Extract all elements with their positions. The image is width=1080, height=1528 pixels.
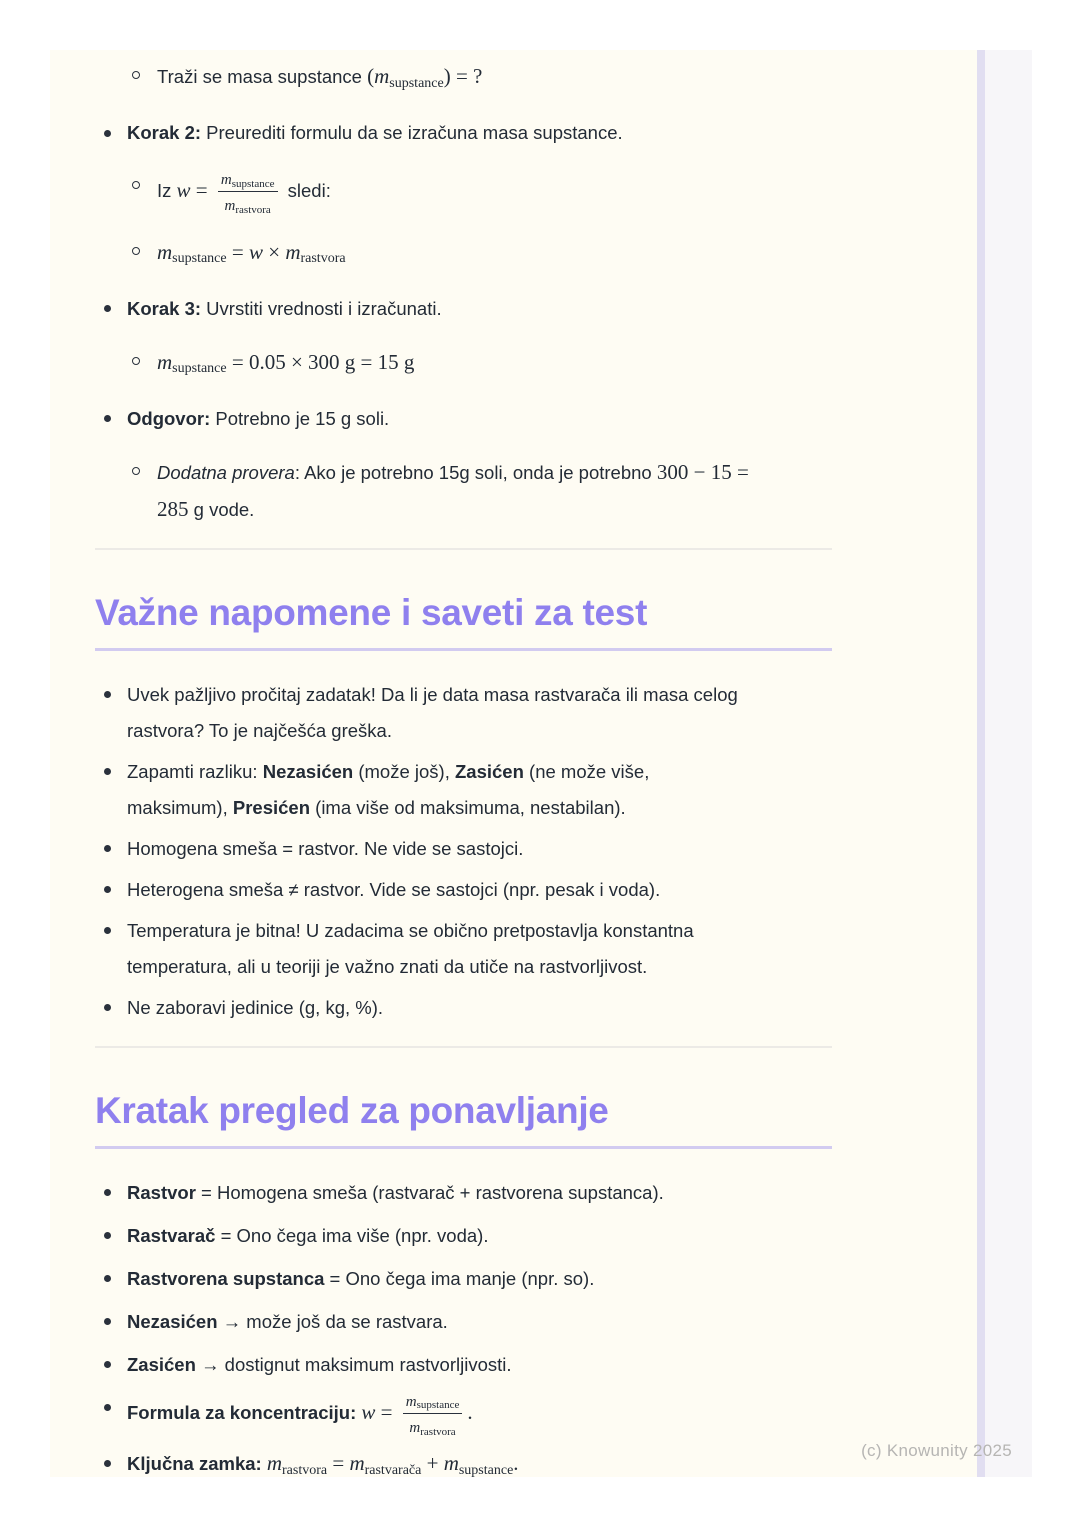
heading-underline — [95, 648, 832, 651]
text-run: rastvora — [420, 1425, 456, 1438]
text-run: w — [248, 239, 263, 264]
section-divider — [95, 548, 832, 550]
text-run: . — [513, 1451, 519, 1475]
text-run: (ima više od maksimuma, nestabilan). — [310, 796, 626, 818]
text-run: Zasićen — [127, 1353, 196, 1375]
text-run: (može još), — [353, 760, 455, 782]
bullet-list — [95, 677, 832, 1026]
text-run: ( — [367, 64, 375, 88]
list-item — [95, 1445, 832, 1485]
text-run: → može još da se rastvara. — [217, 1310, 448, 1332]
text-run: supstance — [231, 177, 275, 190]
text-run: . — [467, 1399, 473, 1424]
text-run: rastvora — [235, 204, 271, 216]
text-run: Uvrstiti vrednosti i izračunati. — [201, 297, 442, 319]
text-run: m — [409, 1419, 421, 1436]
text-run: supstance — [389, 75, 444, 91]
text-run: rastvora — [282, 1462, 328, 1478]
text-run: ) = ? — [443, 64, 483, 88]
list-item — [95, 1175, 832, 1211]
bullet-list — [95, 58, 832, 528]
text-run: rastvora — [300, 251, 346, 267]
heading-kratak-pregled: Kratak pregled za ponavljanje — [95, 1089, 609, 1131]
text-run: Odgovor: — [127, 407, 211, 429]
text-run: Nezasićen — [262, 760, 354, 782]
text-run: Korak 2: — [127, 122, 202, 143]
list-item — [125, 344, 832, 384]
section-divider — [95, 1046, 832, 1048]
text-run: w — [361, 1399, 376, 1424]
text-run: g vode. — [188, 498, 255, 520]
text-run: m — [285, 239, 301, 264]
list-item — [95, 1304, 832, 1340]
fraction — [218, 167, 278, 216]
list-item — [95, 913, 832, 985]
text-run: = Ono čega ima više (npr. voda). — [215, 1224, 489, 1246]
text-run: (ne može više, — [523, 760, 650, 782]
list-item — [95, 401, 832, 437]
text-run: Zasićen — [455, 760, 524, 782]
text-run: supstance — [458, 1462, 514, 1478]
list-item — [125, 454, 832, 528]
text-run: Rastvarač — [127, 1224, 216, 1246]
page-edge-strip — [977, 50, 985, 1477]
text-run: 285 — [157, 496, 189, 521]
text-run: Ključna zamka: — [127, 1453, 262, 1474]
fraction — [403, 1389, 463, 1438]
text-run: = Ono čega ima manje (npr. so). — [324, 1267, 595, 1289]
text-run: Preurediti formulu da se izračuna masa supstance. — [201, 122, 623, 143]
text-run: = Homogena smeša (rastvarač + rastvorena supstanca). — [195, 1181, 664, 1203]
list-item — [95, 1347, 832, 1383]
text-run: Formula za koncentraciju: — [127, 1401, 357, 1423]
copyright-watermark: (c) Knowunity 2025 — [861, 1441, 1012, 1460]
text-run: Dodatna provera — [157, 461, 295, 483]
text-run: Uvek pažljivo pročitaj zadatak! Da li je data masa rastvarača ili masa celog — [127, 683, 738, 705]
text-run: m — [443, 1451, 459, 1475]
list-item — [95, 754, 832, 826]
list-item — [95, 872, 832, 908]
text-run: m — [220, 172, 232, 188]
text-run: supstance — [172, 251, 227, 267]
text-run: Potrebno je 15 g soli. — [210, 407, 390, 429]
text-run: supstance — [172, 361, 227, 377]
text-run: m — [224, 198, 236, 215]
text-run: = — [226, 239, 249, 264]
text-run: Korak 3: — [127, 297, 202, 319]
text-run: m — [266, 1451, 282, 1475]
list-item — [95, 990, 832, 1026]
text-run: Nezasićen — [127, 1310, 218, 1332]
text-run: 300 − 15 = — [656, 459, 749, 484]
list-item — [95, 115, 832, 151]
text-run: Temperatura je bitna! U zadacima se obično pretpostavlja konstantna — [127, 919, 694, 941]
text-run: m — [405, 1393, 417, 1410]
text-run: sledi: — [282, 180, 331, 202]
text-run: maksimum), — [127, 796, 233, 818]
text-run: Zapamti razliku: — [127, 760, 263, 782]
list-item — [95, 1261, 832, 1297]
text-run: Iz — [157, 180, 177, 202]
text-run: Rastvorena supstanca — [127, 1267, 325, 1289]
list-item — [95, 831, 832, 867]
text-run: Presićen — [232, 796, 311, 818]
text-run: Homogena smeša = rastvor. Ne vide se sastojci. — [127, 837, 524, 859]
text-run: Traži se masa supstance — [157, 66, 368, 87]
text-run: Ne zaboravi jedinice (g, kg, %). — [127, 996, 384, 1018]
heading-underline — [95, 1146, 832, 1149]
text-run: m — [374, 64, 390, 88]
list-item — [125, 168, 832, 217]
list-item — [125, 58, 832, 98]
list-item — [95, 1390, 832, 1439]
text-run: m — [157, 349, 173, 374]
text-run: × — [262, 239, 286, 264]
list-item — [95, 291, 832, 327]
text-run: Heterogena smeša ≠ rastvor. Vide se sastojci (npr. pesak i voda). — [127, 878, 661, 900]
text-run: = — [190, 178, 213, 203]
text-run: Rastvor — [127, 1181, 196, 1203]
solution-steps-section — [95, 58, 832, 528]
bullet-list — [95, 1175, 832, 1486]
text-run: temperatura, ali u teoriji je važno znati da utiče na rastvorljivost. — [127, 955, 648, 977]
text-run: m — [349, 1451, 365, 1475]
text-run: → dostignut maksimum rastvorljivosti. — [195, 1353, 512, 1375]
text-run: = 0.05 × 300 g = 15 g — [226, 349, 415, 374]
heading-vazne-napomene: Važne napomene i saveti za test — [95, 591, 648, 633]
text-run: : Ako je potrebno 15g soli, onda je potrebno — [294, 461, 657, 483]
document-page — [50, 50, 977, 1477]
text-run: m — [157, 239, 173, 264]
notes-section — [95, 677, 832, 1026]
list-item — [125, 234, 832, 274]
text-run: = — [375, 1399, 398, 1424]
text-run: + — [421, 1451, 444, 1475]
text-run: supstance — [416, 1399, 460, 1412]
review-section — [95, 1175, 832, 1486]
list-item — [95, 1218, 832, 1254]
side-rail — [985, 50, 1032, 1477]
text-run: w — [176, 178, 191, 203]
text-run: rastvarača — [364, 1462, 422, 1478]
text-run: rastvora? To je najčešća greška. — [127, 719, 392, 741]
list-item — [95, 677, 832, 749]
text-run: = — [327, 1451, 350, 1475]
